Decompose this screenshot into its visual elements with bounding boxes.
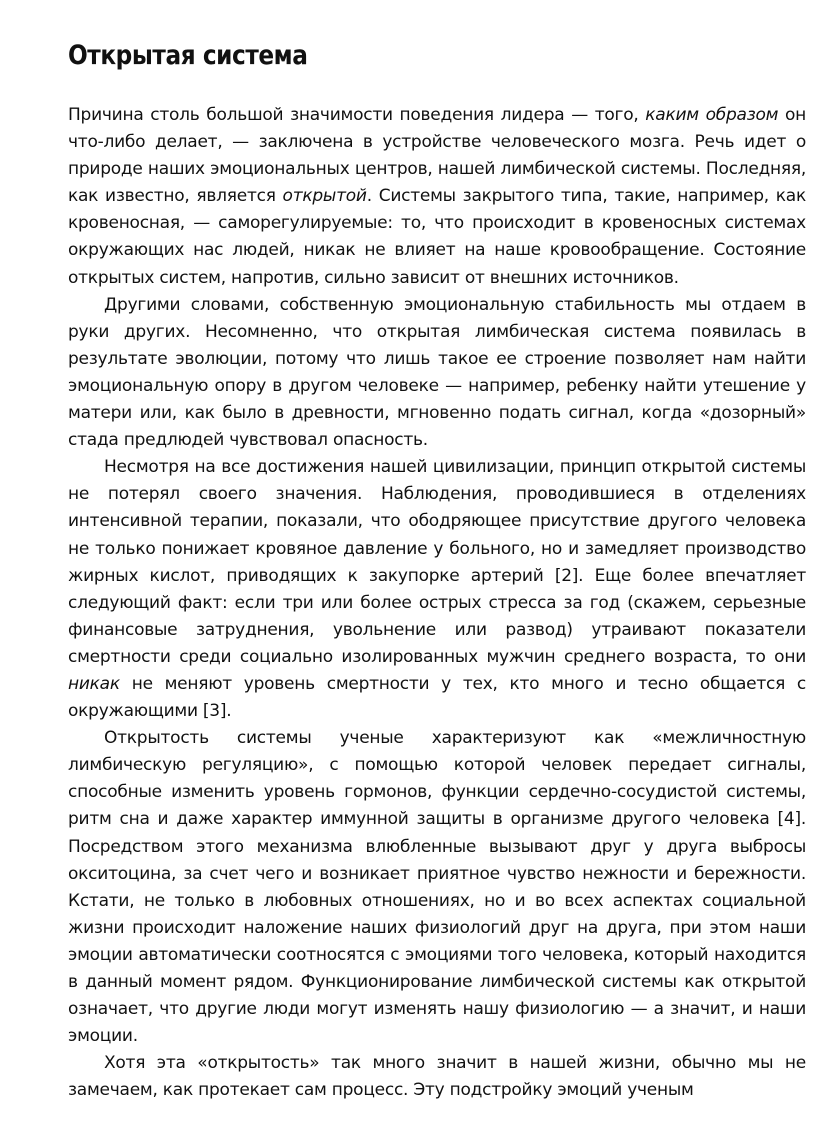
paragraph — [68, 1050, 806, 1104]
text-run: Причина столь большой значимости поведения лидера — того, — [68, 105, 646, 125]
text-run: . Системы закрытого типа, такие, например, как кровеносная, — саморегулируемые: то, что происходит в кровеносных системах окружающих нас людей, никак не влияет на наше кровообращение. Состояние открытых систем, напротив, сильно зависит от внешних источников. — [68, 186, 806, 288]
paragraph — [68, 454, 806, 725]
text-run: Несмотря на все достижения нашей цивилизации, принцип открытой системы не потерял своего значения. Наблюдения, проводившиеся в отделениях интенсивной терапии, показали, что ободряющее присутствие другого человека не только понижает кровяное давление у больного, но и замедляет производство жирных кислот, приводящих к закупорке артерий [2]. Еще более впечатляет следующий факт: если три или более острых стресса за год (скажем, серьезные финансовые затруднения, увольнение или развод) утраивают показатели смертности среди социально изолированных мужчин среднего возраста, то они — [68, 457, 806, 667]
text-run: не меняют уровень смертности у тех, кто много и тесно общается с окружающими [3]. — [68, 673, 806, 722]
paragraph — [68, 102, 806, 292]
paragraph — [68, 725, 806, 1050]
section-heading: Открытая система — [68, 40, 308, 71]
italic-text: каким образом — [645, 105, 779, 125]
document-page — [68, 36, 806, 1104]
paragraph — [68, 292, 806, 455]
text-run: он что-либо делает, — заключена в устройстве человеческого мозга. Речь идет о природе наших эмоциональных центров, нашей лимбической системы. Последняя, как известно, является — [68, 105, 807, 207]
text-run: Другими словами, собственную эмоциональную стабильность мы отдаем в руки других. Несомненно, что открытая лимбическая система появилась в результате эволюции, потому что лишь такое ее строение позволяет нам найти эмоциональную опору в другом человеке — например, ребенку найти утешение у матери или, как было в древности, мгновенно подать сигнал, когда «дозорный» стада предлюдей чувствовал опасность. — [68, 294, 806, 451]
text-run: Открытость системы ученые характеризуют как «межличностную лимбическую регуляцию», с помощью которой человек передает сигналы, способные изменить уровень гормонов, функции сердечно-сосудистой системы, ритм сна и даже характер иммунной защиты в организме другого человека [4]. Посредством этого механизма влюбленные вызывают друг у друга выбросы окситоцина, за счет чего и возникает приятное чувство нежности и бережности. Кстати, не только в любовных отношениях, но и во всех аспектах социальной жизни происходит наложение наших физиологий друг на друга, при этом наши эмоции автоматически соотносятся с эмоциями того человека, который находится в данный момент рядом. Функционирование лимбической системы как открытой означает, что другие люди могут изменять нашу физиологию — а значит, и наши эмоции. — [68, 728, 806, 1047]
italic-text: никак — [68, 673, 120, 694]
italic-text: открытой — [282, 186, 367, 207]
text-run: Хотя эта «открытость» так много значит в нашей жизни, обычно мы не замечаем, как протекает сам процесс. Эту подстройку эмоций ученым — [68, 1053, 806, 1101]
body-text — [68, 102, 806, 1104]
